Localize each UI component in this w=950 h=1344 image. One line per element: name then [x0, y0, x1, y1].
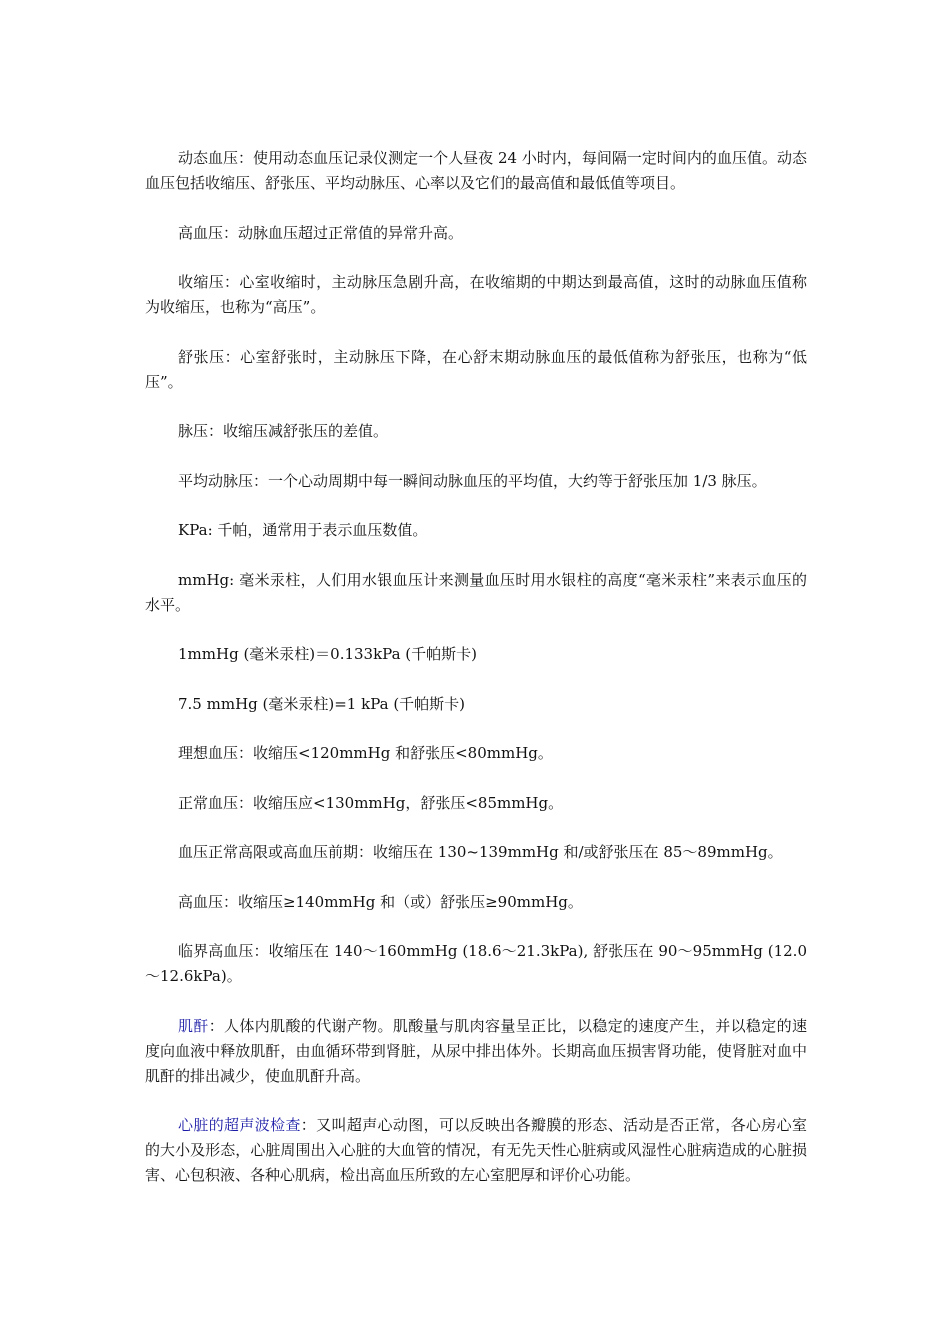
echocardiography-link[interactable]: 心脏的超声波检查: [178, 1116, 301, 1134]
paragraph-conversion-2: 7.5 mmHg (毫米汞柱)=1 kPa (千帕斯卡): [178, 694, 466, 713]
paragraph-mean-arterial: 平均动脉压：一个心动周期中每一瞬间动脉血压的平均值，大约等于舒张压加 1/3 脉压。: [178, 471, 767, 490]
paragraph-diastolic: 舒张压：心室舒张时，主动脉压下降，在心舒末期动脉血压的最低值称为舒张压，也称为“低压”。: [145, 347, 807, 391]
creatinine-link[interactable]: 肌酐: [178, 1016, 209, 1035]
echocardiography-definition: ：又叫超声心动图，可以反映出各瓣膜的形态、活动是否正常，各心房心室的大小及形态，心脏周围出入心脏的大血管的情况，有无先天性心脏病或风湿性心脏病造成的心脏损害、心包积液、各种心肌病，检出高血压所致的左心室肥厚和评价心功能。: [145, 1116, 807, 1184]
paragraph-echocardiography: [145, 1113, 807, 1188]
creatinine-definition: ：人体内肌酸的代谢产物。肌酸量与肌肉容量呈正比，以稳定的速度产生，并以稳定的速度向血液中释放肌酐，由血循环带到肾脏，从尿中排出体外。长期高血压损害肾功能，使肾脏对血中肌酐的排出减少，使血肌酐升高。: [145, 1016, 807, 1085]
paragraph-mmhg: mmHg: 毫米汞柱，人们用水银血压计来测量血压时用水银柱的高度“毫米汞柱”来表示血压的水平。: [145, 570, 807, 614]
paragraph-conversion-1: 1mmHg (毫米汞柱)＝0.133kPa (千帕斯卡): [178, 645, 478, 663]
paragraph-ambulatory-bp: 动态血压：使用动态血压记录仪测定一个人昼夜 24 小时内，每间隔一定时间内的血压值。动态血压包括收缩压、舒张压、平均动脉压、心率以及它们的最高值和最低值等项目。: [145, 149, 807, 192]
paragraph-hypertension-range: 高血压：收缩压≥140mmHg 和（或）舒张压≥90mmHg。: [178, 892, 583, 911]
paragraph-systolic: 收缩压：心室收缩时，主动脉压急剧升高，在收缩期的中期达到最高值，这时的动脉血压值称为收缩压，也称为“高压”。: [145, 273, 807, 316]
paragraph-hypertension-definition: 高血压：动脉血压超过正常值的异常升高。: [178, 223, 464, 242]
paragraph-creatinine: [145, 1014, 807, 1089]
paragraph-normal-bp: 正常血压：收缩压应<130mmHg，舒张压<85mmHg。: [178, 793, 564, 812]
paragraph-kpa: KPa: 千帕，通常用于表示血压数值。: [178, 521, 428, 539]
paragraph-ideal-bp: 理想血压：收缩压<120mmHg 和舒张压<80mmHg。: [178, 744, 553, 762]
paragraph-high-normal: 血压正常高限或高血压前期：收缩压在 130~139mmHg 和/或舒张压在 85～89mmHg。: [178, 843, 783, 861]
paragraph-pulse-pressure: 脉压：收缩压减舒张压的差值。: [178, 422, 389, 440]
paragraph-borderline: 临界高血压：收缩压在 140～160mmHg (18.6～21.3kPa), 舒张压在 90～95mmHg (12.0～12.6kPa)。: [145, 942, 807, 985]
document-body: [145, 146, 807, 1213]
